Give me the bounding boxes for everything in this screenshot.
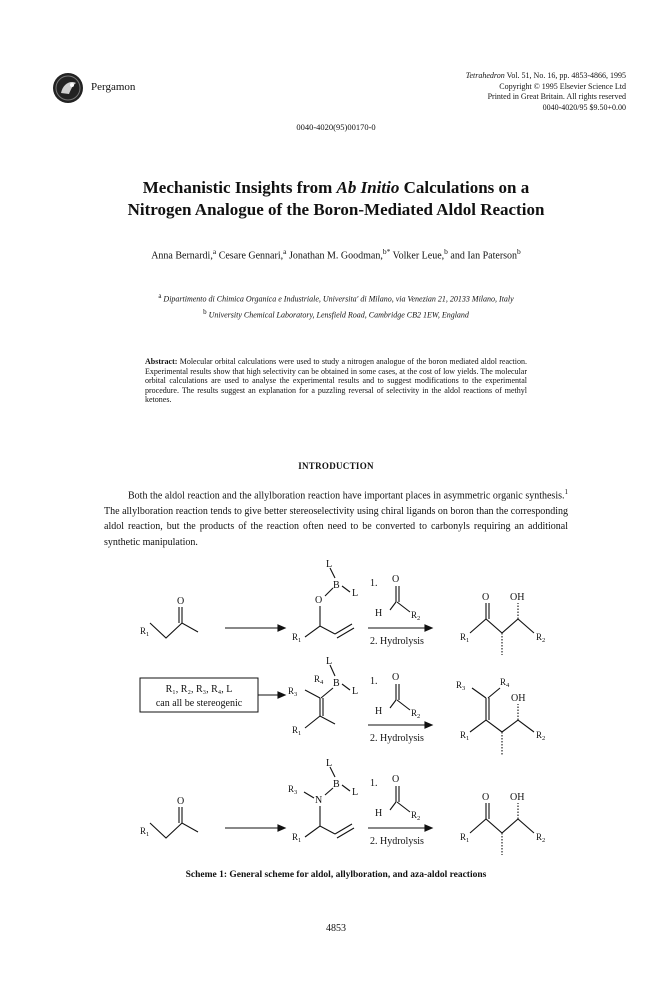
allylborane-2 bbox=[288, 656, 358, 737]
svg-text:OH: OH bbox=[510, 592, 525, 603]
svg-text:1.: 1. bbox=[370, 676, 378, 687]
svg-text:R1: $R_1$ bbox=[292, 832, 302, 844]
svg-text:O: O bbox=[392, 672, 400, 683]
svg-text:R2: $R_2$ bbox=[536, 632, 546, 644]
svg-text:O: O bbox=[315, 595, 323, 606]
aldol-product-3 bbox=[460, 792, 545, 855]
enolate-1 bbox=[292, 560, 358, 644]
svg-text:R1: $R_1$ bbox=[140, 826, 150, 838]
publisher-logo bbox=[52, 72, 84, 104]
svg-text:2. Hydrolysis: 2. Hydrolysis bbox=[370, 733, 424, 744]
svg-text:R2: $R_2$ bbox=[411, 610, 421, 622]
journal-info bbox=[466, 71, 626, 113]
svg-text:R1: $R_1$ bbox=[460, 632, 470, 644]
homoallylic-product-2 bbox=[456, 677, 545, 755]
svg-text:2. Hydrolysis: 2. Hydrolysis bbox=[370, 836, 424, 847]
svg-text:B: B bbox=[333, 678, 340, 689]
svg-text:R1: $R_1$ bbox=[460, 832, 470, 844]
svg-text:R1: $R_1$ bbox=[460, 730, 470, 742]
svg-text:OH: OH bbox=[510, 792, 525, 803]
author-list: Anna Bernardi,$^a$ Cesare Gennari,$^a$ Jonathan M. Goodman,$^{b*}$ Volker Leue,$^b$ and Ian Paterson$^b$ bbox=[151, 247, 521, 262]
svg-text:R3: $R_3$ bbox=[288, 686, 298, 698]
svg-text:can all be stereogenic: can all be stereogenic bbox=[155, 698, 243, 709]
svg-text:R1: $R_1$ bbox=[292, 725, 302, 737]
svg-text:N: N bbox=[315, 795, 323, 806]
svg-text:R1: $R_1$ bbox=[140, 626, 150, 638]
journal-citation: Tetrahedron Vol. 51, No. 16, pp. 4853-4866, 1995 bbox=[465, 71, 626, 80]
svg-text:H: H bbox=[375, 608, 383, 619]
svg-text:L: L bbox=[326, 560, 333, 570]
svg-text:R3: $R_3$ bbox=[456, 680, 466, 692]
svg-text:L: L bbox=[326, 758, 333, 769]
page-number: 4853 bbox=[326, 923, 346, 934]
svg-text:OH: OH bbox=[511, 693, 526, 704]
svg-text:L: L bbox=[352, 787, 359, 798]
svg-text:O: O bbox=[392, 774, 400, 785]
section-heading: INTRODUCTION bbox=[298, 461, 374, 471]
aldol-product-1 bbox=[460, 592, 545, 655]
aldehyde-reagent-1 bbox=[368, 574, 432, 647]
scheme-svg bbox=[0, 560, 672, 870]
aldehyde-reagent-3 bbox=[368, 774, 432, 847]
body-paragraph: Both the aldol reaction and the allylboration reaction have important places in asymmetric organic synthesis.$^1$ The allylboration reaction tends to give better stereoselectivity using chiral ligands on boron than the corresponding aldol reaction, but the products of the reaction often need to be converted to carbonyls requiring an additional synthetic manipulation. bbox=[104, 488, 568, 548]
svg-text:O: O bbox=[177, 596, 185, 607]
ketone-1 bbox=[140, 596, 198, 638]
scheme-caption: Scheme 1: General scheme for aldol, allylboration, and aza-aldol reactions bbox=[185, 870, 487, 880]
svg-text:O: O bbox=[177, 796, 185, 807]
svg-text:R₁, R₂, R₃, R₄, L: R₁, R₂, R₃, R₄, L bbox=[165, 684, 233, 695]
svg-text:2. Hydrolysis: 2. Hydrolysis bbox=[370, 636, 424, 647]
row-allylboration bbox=[140, 656, 545, 755]
svg-text:O: O bbox=[482, 792, 490, 803]
svg-text:B: B bbox=[333, 580, 340, 591]
svg-text:H: H bbox=[375, 808, 383, 819]
svg-text:R2: $R_2$ bbox=[411, 708, 421, 720]
svg-text:R3: $R_3$ bbox=[288, 784, 298, 796]
doi-code: 0040-4020(95)00170-0 bbox=[296, 122, 376, 132]
svg-text:R1: $R_1$ bbox=[292, 632, 302, 644]
svg-text:H: H bbox=[375, 706, 383, 717]
svg-text:R2: $R_2$ bbox=[411, 810, 421, 822]
paper-title: Mechanistic Insights from Ab Initio Calculations on a Nitrogen Analogue of the Boron-Mediated Aldol Reaction bbox=[127, 178, 545, 219]
svg-text:L: L bbox=[326, 656, 333, 667]
svg-text:1.: 1. bbox=[370, 778, 378, 789]
svg-text:L: L bbox=[352, 588, 359, 599]
svg-text:L: L bbox=[352, 686, 359, 697]
affiliation-b: $^b$ University Chemical Laboratory, Lensfield Road, Cambridge CB2 1EW, England bbox=[203, 308, 469, 320]
reaction-scheme bbox=[0, 560, 672, 870]
svg-text:R4: $R_4$ bbox=[314, 674, 324, 686]
copyright-line: Copyright © 1995 Elsevier Science Ltd bbox=[499, 81, 626, 91]
row-aza-aldol bbox=[140, 758, 545, 855]
aza-enolate-3 bbox=[288, 758, 358, 844]
aldehyde-reagent-2 bbox=[368, 672, 432, 744]
svg-text:R4: $R_4$ bbox=[500, 677, 510, 689]
arrow-1 bbox=[225, 625, 285, 631]
rights-line: Printed in Great Britain. All rights reserved bbox=[487, 92, 626, 101]
pergamon-logo-icon bbox=[52, 72, 84, 104]
svg-text:R2: $R_2$ bbox=[536, 730, 546, 742]
ketone-3 bbox=[140, 796, 198, 838]
svg-text:1.: 1. bbox=[370, 578, 378, 589]
arrow-3 bbox=[225, 825, 285, 831]
svg-text:B: B bbox=[333, 779, 340, 790]
publisher-name: Pergamon bbox=[91, 81, 136, 93]
issn-price-line: 0040-4020/95 $9.50+0.00 bbox=[542, 102, 626, 112]
row-aldol bbox=[140, 560, 545, 655]
affiliation-a: $^a$ Dipartimento di Chimica Organica e Industriale, Universita' di Milano, via Venezian 21, 20133 Milano, Italy bbox=[158, 292, 514, 304]
svg-text:R2: $R_2$ bbox=[536, 832, 546, 844]
abstract: Abstract: Molecular orbital calculations were used to study a nitrogen analogue of the boron mediated aldol reaction. Experimental results show that high selectivity can be obtained in some cases, at the cost of low yields. The molecular orbital calculations are used to analyse the experimental results and to suggest modifications to the experimental procedure. The results suggest an explanation for a puzzling reversal of selectivity in the aldol reactions of methyl ketones. bbox=[145, 357, 527, 405]
svg-text:O: O bbox=[392, 574, 400, 585]
stereogenic-note-box bbox=[140, 678, 285, 712]
svg-text:O: O bbox=[482, 592, 490, 603]
